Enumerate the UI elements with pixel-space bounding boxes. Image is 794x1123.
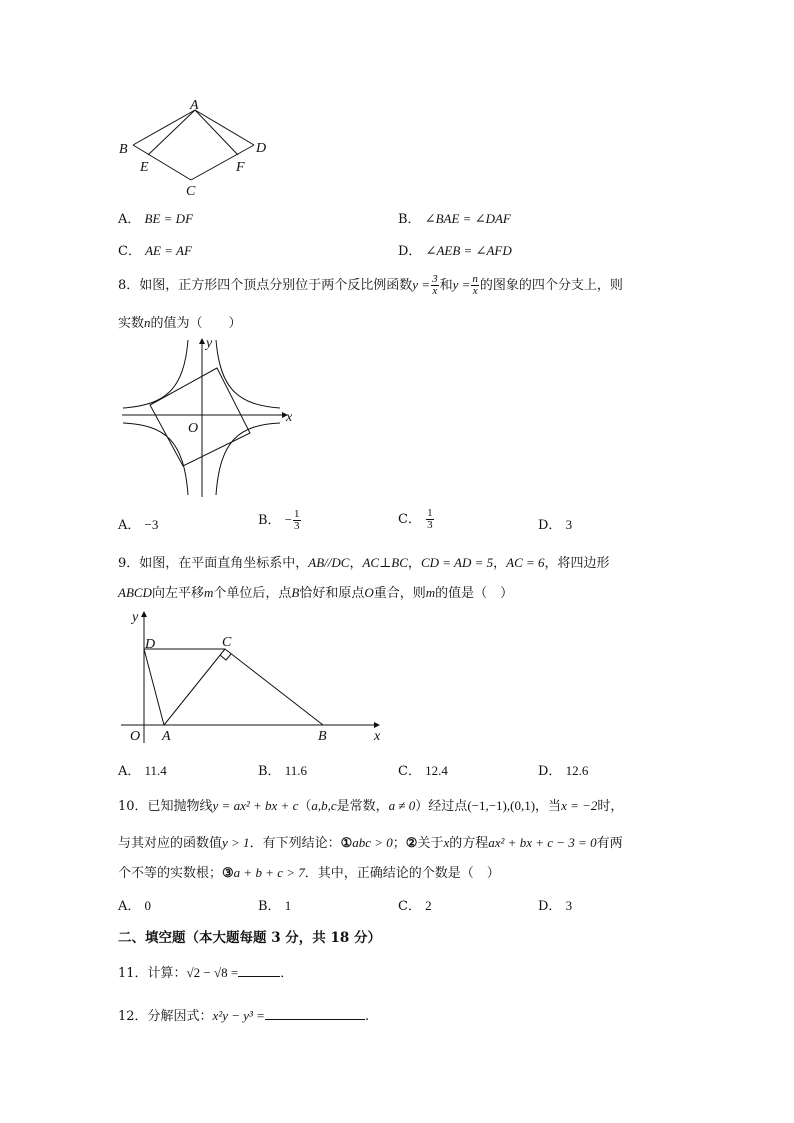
q7-option-a[interactable]: [118, 208, 193, 227]
circled-3: ③: [222, 866, 234, 881]
option-letter: D．: [538, 764, 562, 779]
q7-option-d[interactable]: [398, 240, 512, 259]
q9-l2-a: ABCD: [118, 585, 152, 600]
q9-l2-g: O: [364, 585, 374, 600]
q9-l2-j: 的值是（ ）: [435, 586, 514, 601]
q10-l2-c: ．有下列结论：: [249, 836, 341, 851]
q9-l1-a: 9．如图，在平面直角坐标系中，: [118, 556, 309, 571]
option-text: −3: [144, 517, 159, 532]
option-text: 12.4: [425, 763, 448, 778]
q9-option-b[interactable]: [258, 760, 307, 779]
option-letter: A．: [118, 518, 141, 533]
q9-origin-label: O: [130, 729, 141, 744]
option-letter: C．: [398, 899, 421, 914]
q8-f2-num: n: [472, 273, 478, 285]
option-num: 1: [427, 507, 433, 519]
q8-mid: 和: [439, 278, 453, 293]
q8-stem-line1: [118, 270, 623, 300]
option-letter: A．: [118, 212, 141, 227]
q10-option-a[interactable]: [118, 895, 151, 914]
option-letter: D．: [398, 244, 422, 259]
q8-square-hyperbola-figure: [120, 335, 295, 500]
q10-l2-i: ax² + bx + c − 3 = 0: [488, 835, 597, 850]
q8-prefix: 8．如图，正方形四个顶点分别位于两个反比例函数: [118, 278, 413, 293]
q10-l3-c: ．其中，正确结论的个数是（ ）: [304, 866, 500, 881]
q9-option-d[interactable]: [538, 760, 588, 779]
q10-l3-a: 个不等的实数根；: [118, 866, 223, 881]
q10-l2-e: ；: [392, 836, 406, 851]
section-heading: 二、填空题（本大题每题 3 分，共 18 分）: [118, 930, 381, 946]
q8-f1-y: y =: [412, 277, 431, 292]
q9-l2-h: 重合，则: [373, 586, 426, 601]
option-fraction: [426, 508, 434, 531]
q10-option-c[interactable]: [398, 895, 432, 914]
option-text: 3: [565, 517, 573, 532]
q9-l1-i: ，将四边形: [544, 556, 610, 571]
q9-l2-d: 个单位后，点: [213, 586, 292, 601]
q7-label-c: C: [186, 184, 196, 199]
q8-f1-fraction: [431, 274, 439, 297]
q9-quadrilateral-figure: [118, 605, 388, 745]
option-num: 1: [294, 508, 300, 520]
option-fraction: [293, 509, 301, 532]
q10-l2-j: 有两: [596, 836, 623, 851]
q8-stem-line2: [118, 312, 242, 331]
q10-l2-h: 的方程: [449, 836, 489, 851]
q8-option-b[interactable]: [258, 505, 302, 536]
q8-y-label: y: [206, 336, 213, 351]
option-letter: B．: [258, 513, 281, 528]
q9-l1-f: CD = AD = 5: [420, 555, 494, 570]
option-text: 0: [144, 898, 152, 913]
q10-l1-a: 10．已知抛物线: [118, 799, 213, 814]
q9-l1-b: AB//DC: [308, 555, 350, 570]
q10-l3-b: a + b + c > 7: [233, 865, 305, 880]
q12-stem: [118, 1005, 369, 1024]
q10-l1-f: a ≠ 0: [388, 798, 416, 813]
option-text: AE = AF: [145, 243, 192, 258]
q9-option-c[interactable]: [398, 760, 448, 779]
q10-l2-b: y > 1: [222, 835, 250, 850]
option-letter: B．: [258, 899, 281, 914]
q10-l1-h: (−1,−1),(0,1): [467, 798, 536, 813]
q10-l2-f: 关于: [417, 836, 444, 851]
q10-l2-d: abc > 0: [352, 835, 393, 850]
q9-option-a[interactable]: [118, 760, 167, 779]
q8-l2-var: n: [144, 315, 151, 330]
option-letter: C．: [118, 244, 141, 259]
option-text: 1: [284, 898, 292, 913]
q9-stem-line2: [118, 582, 513, 601]
q10-l1-j: x = −2: [561, 798, 598, 813]
option-letter: A．: [118, 764, 141, 779]
q12-prefix: 12．分解因式：: [118, 1009, 213, 1024]
q7-label-e: E: [140, 160, 149, 175]
q10-option-b[interactable]: [258, 895, 291, 914]
q7-rhombus-figure: [110, 95, 280, 200]
q9-stem-line1: [118, 552, 610, 571]
option-text: ∠AEB = ∠AFD: [425, 243, 512, 258]
q9-y-label: y: [132, 610, 139, 625]
option-letter: C．: [398, 764, 421, 779]
q7-label-d: D: [256, 141, 267, 156]
option-den: 3: [294, 520, 300, 532]
q9-l1-h: AC = 6: [506, 555, 545, 570]
q12-answer-blank[interactable]: [265, 1007, 365, 1020]
q9-l2-f: 恰好和原点: [299, 586, 365, 601]
option-text: 12.6: [565, 763, 589, 778]
q9-l2-c: m: [203, 585, 214, 600]
q10-l1-e: 是常数，: [336, 799, 389, 814]
q10-stem-line3: [118, 862, 500, 881]
q8-f2-den: x: [472, 285, 478, 297]
q9-label-d: D: [145, 637, 156, 652]
option-letter: D．: [538, 899, 562, 914]
q10-l1-d: a,b,c: [311, 798, 337, 813]
q8-option-a[interactable]: [118, 514, 158, 533]
circled-1: ①: [340, 836, 353, 851]
q11-stem: [118, 962, 293, 981]
q12-expr: x²y − y³ =: [212, 1008, 265, 1023]
q8-option-d[interactable]: [538, 514, 572, 533]
q9-l1-g: ，: [493, 556, 507, 571]
option-text: ∠BAE = ∠DAF: [424, 211, 511, 226]
q8-f1-num: 3: [432, 273, 438, 285]
q7-label-b: B: [119, 142, 128, 157]
option-text: BE = DF: [144, 211, 194, 226]
q7-label-f: F: [236, 160, 245, 175]
option-den: 3: [427, 519, 433, 531]
q11-end: ．: [280, 966, 294, 981]
q9-l2-e: B: [291, 585, 300, 600]
q7-label-a: A: [190, 98, 199, 113]
option-text: 3: [565, 898, 573, 913]
q9-l1-e: ，: [407, 556, 421, 571]
q8-l2-b: 的值为（ ）: [150, 316, 242, 331]
q10-l1-k: 时，: [597, 799, 624, 814]
q9-l2-b: 向左平移: [151, 586, 204, 601]
q7-option-b[interactable]: [398, 208, 511, 227]
q7-option-c[interactable]: [118, 240, 192, 259]
q9-l1-d: AC⊥BC: [362, 555, 408, 570]
option-letter: A．: [118, 899, 141, 914]
q9-l1-c: ，: [349, 556, 363, 571]
q8-f1-den: x: [432, 285, 438, 297]
option-text: 2: [425, 898, 432, 913]
q10-l2-g: x: [443, 835, 450, 850]
option-letter: B．: [398, 212, 421, 227]
q10-l2-a: 与其对应的函数值: [118, 836, 223, 851]
q11-prefix: 11．计算：: [118, 966, 187, 981]
q10-l1-b: y = ax² + bx + c: [212, 798, 299, 813]
q8-suffix: 的图象的四个分支上，则: [479, 278, 623, 293]
q9-label-c: C: [222, 635, 232, 650]
q11-answer-blank[interactable]: [238, 964, 280, 977]
q9-l2-i: m: [425, 585, 436, 600]
q10-l1-g: ）经过点: [415, 799, 468, 814]
q10-stem-line2: [118, 832, 623, 851]
option-sign: −: [284, 512, 293, 527]
q10-option-d[interactable]: [538, 895, 572, 914]
q8-x-label: x: [286, 410, 293, 425]
q11-expr: √2 − √8 =: [186, 965, 239, 980]
q8-f2-fraction: [471, 274, 479, 297]
q8-f2-y: y =: [452, 277, 471, 292]
option-letter: B．: [258, 764, 281, 779]
q8-option-c[interactable]: [398, 505, 435, 535]
q10-l1-c: （: [298, 799, 312, 814]
option-letter: C．: [398, 512, 421, 527]
circled-2: ②: [405, 836, 418, 851]
q10-stem-line1: [118, 795, 623, 814]
q12-end: .: [364, 1009, 370, 1024]
q8-origin-label: O: [188, 421, 199, 436]
q8-l2-a: 实数: [118, 316, 145, 331]
option-text: 11.6: [284, 763, 307, 778]
q9-label-b: B: [318, 729, 327, 744]
q10-l1-i: ，当: [535, 799, 562, 814]
q9-label-a: A: [162, 729, 171, 744]
option-text: 11.4: [144, 763, 167, 778]
option-letter: D．: [538, 518, 562, 533]
q9-x-label: x: [374, 729, 381, 744]
